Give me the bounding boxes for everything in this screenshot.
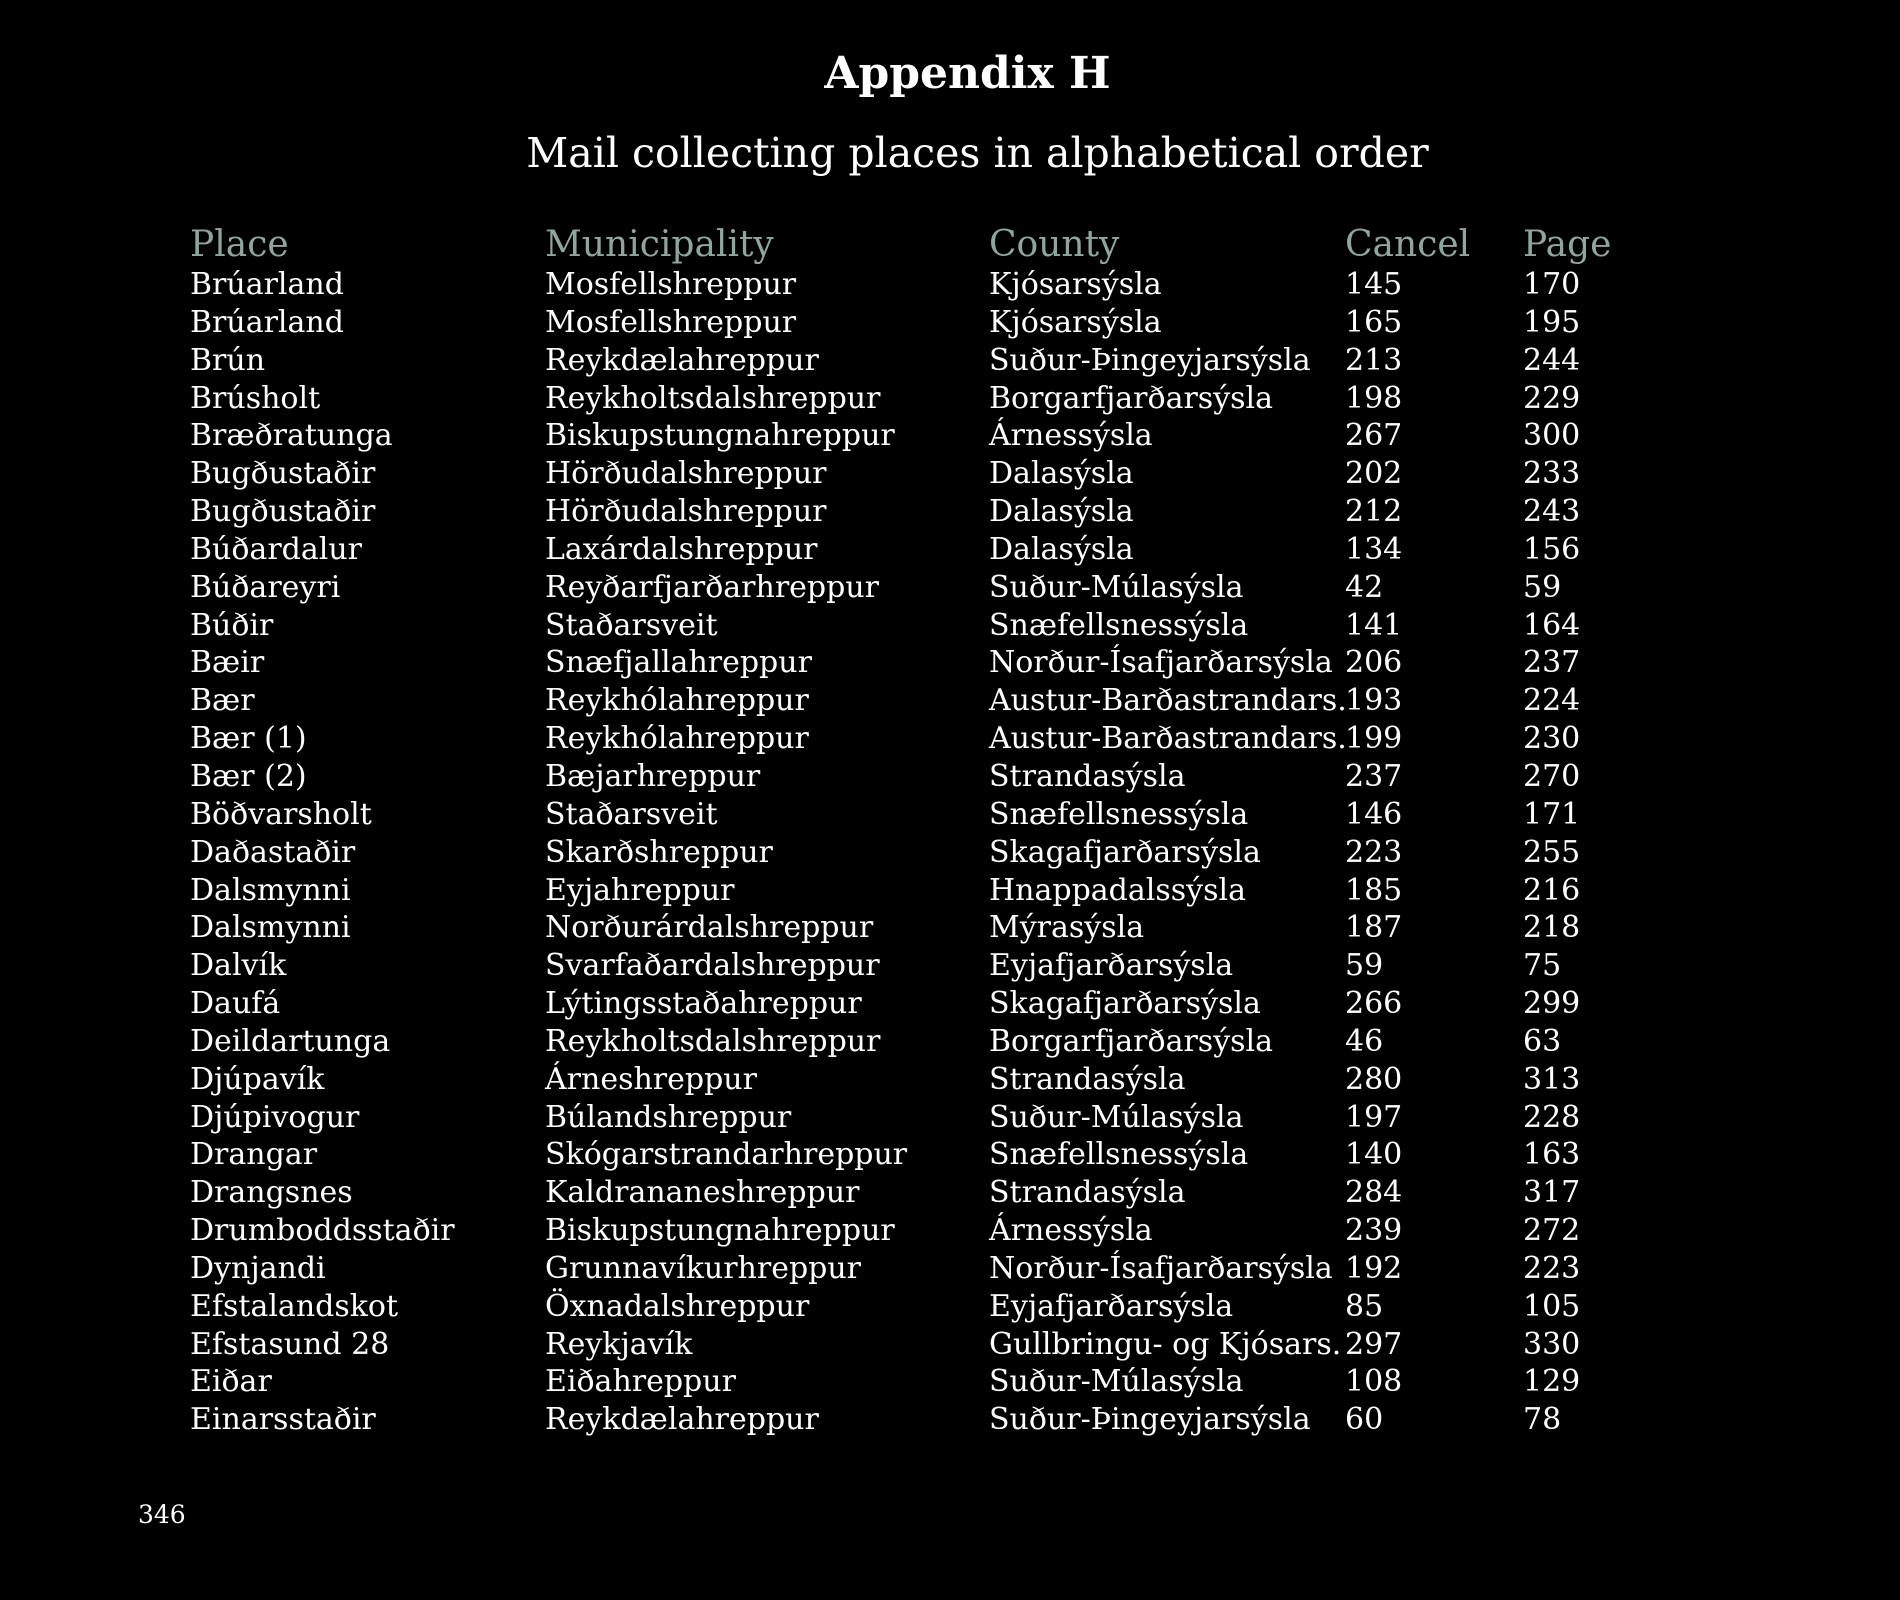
cell-municipality: Biskupstungnahreppur — [545, 418, 895, 454]
cell-county: Suður-Þingeyjarsýsla — [989, 342, 1311, 378]
cell-place: Drangar — [190, 1137, 318, 1173]
cell-county: Suður-Múlasýsla — [989, 1099, 1244, 1135]
places-table — [190, 222, 1690, 1439]
cell-page: 163 — [1523, 1137, 1581, 1173]
table-row — [190, 1212, 1690, 1250]
cell-municipality: Staðarsveit — [545, 607, 718, 643]
cell-cancel: 199 — [1345, 721, 1403, 757]
cell-page: 129 — [1523, 1364, 1581, 1400]
table-row — [190, 1174, 1690, 1212]
cell-cancel: 134 — [1345, 531, 1403, 567]
table-row — [190, 1363, 1690, 1401]
page-subtitle: Mail collecting places in alphabetical order — [526, 129, 1429, 177]
cell-municipality: Reykholtsdalshreppur — [545, 380, 881, 416]
table-row — [190, 342, 1690, 380]
cell-place: Bugðustaðir — [190, 456, 376, 492]
table-row — [190, 872, 1690, 910]
cell-municipality: Hörðudalshreppur — [545, 456, 827, 492]
cell-place: Brúsholt — [190, 380, 321, 416]
cell-municipality: Mosfellshreppur — [545, 304, 797, 340]
cell-page: 244 — [1523, 342, 1581, 378]
cell-cancel: 85 — [1345, 1288, 1384, 1324]
cell-county: Austur-Barðastrandars. — [989, 683, 1347, 719]
cell-page: 195 — [1523, 304, 1581, 340]
cell-cancel: 206 — [1345, 645, 1403, 681]
table-row — [190, 569, 1690, 607]
cell-cancel: 185 — [1345, 872, 1403, 908]
cell-page: 330 — [1523, 1326, 1581, 1362]
cell-county: Eyjafjarðarsýsla — [989, 948, 1234, 984]
cell-county: Austur-Barðastrandars. — [989, 721, 1347, 757]
cell-cancel: 145 — [1345, 267, 1403, 302]
table-row — [190, 304, 1690, 342]
cell-cancel: 108 — [1345, 1364, 1403, 1400]
cell-place: Eiðar — [190, 1364, 272, 1400]
cell-page: 299 — [1523, 986, 1581, 1022]
cell-municipality: Reykjavík — [545, 1326, 693, 1362]
table-row — [190, 455, 1690, 493]
table-row — [190, 644, 1690, 682]
cell-municipality: Reyðarfjarðarhreppur — [545, 569, 879, 605]
cell-place: Böðvarsholt — [190, 796, 372, 832]
cell-cancel: 146 — [1345, 796, 1403, 832]
cell-page: 218 — [1523, 910, 1581, 946]
cell-place: Dalvík — [190, 948, 287, 984]
table-row — [190, 1136, 1690, 1174]
column-header-page: Page — [1523, 224, 1612, 265]
cell-municipality: Reykhólahreppur — [545, 683, 809, 719]
cell-cancel: 223 — [1345, 834, 1403, 870]
cell-municipality: Norðurárdalshreppur — [545, 910, 874, 946]
cell-county: Suður-Þingeyjarsýsla — [989, 1402, 1311, 1438]
table-row — [190, 758, 1690, 796]
table-row — [190, 417, 1690, 455]
table-row — [190, 531, 1690, 569]
cell-page: 233 — [1523, 456, 1581, 492]
cell-page: 272 — [1523, 1213, 1581, 1249]
table-row — [190, 1288, 1690, 1326]
table-row — [190, 266, 1690, 304]
cell-municipality: Svarfaðardalshreppur — [545, 948, 880, 984]
cell-municipality: Búlandshreppur — [545, 1099, 792, 1135]
cell-place: Djúpivogur — [190, 1099, 360, 1135]
cell-place: Dalsmynni — [190, 910, 351, 946]
cell-place: Daufá — [190, 986, 281, 1022]
cell-cancel: 59 — [1345, 948, 1384, 984]
cell-county: Árnessýsla — [989, 1213, 1153, 1249]
cell-place: Bugðustaðir — [190, 494, 376, 530]
cell-page: 59 — [1523, 569, 1562, 605]
cell-cancel: 284 — [1345, 1175, 1403, 1211]
column-header-county: County — [989, 224, 1120, 265]
page-title: Appendix H — [824, 48, 1111, 99]
cell-county: Árnessýsla — [989, 418, 1153, 454]
cell-municipality: Biskupstungnahreppur — [545, 1213, 895, 1249]
cell-municipality: Snæfjallahreppur — [545, 645, 812, 681]
cell-county: Borgarfjarðarsýsla — [989, 380, 1274, 416]
cell-page: 313 — [1523, 1061, 1581, 1097]
cell-place: Bær (2) — [190, 758, 307, 794]
cell-county: Mýrasýsla — [989, 910, 1145, 946]
cell-county: Skagafjarðarsýsla — [989, 986, 1261, 1022]
cell-municipality: Laxárdalshreppur — [545, 531, 818, 567]
cell-place: Djúpavík — [190, 1061, 325, 1097]
table-row — [190, 909, 1690, 947]
cell-page: 255 — [1523, 834, 1581, 870]
cell-municipality: Lýtingsstaðahreppur — [545, 986, 862, 1022]
cell-cancel: 267 — [1345, 418, 1403, 454]
cell-cancel: 193 — [1345, 683, 1403, 719]
cell-page: 237 — [1523, 645, 1581, 681]
cell-cancel: 140 — [1345, 1137, 1403, 1173]
cell-cancel: 198 — [1345, 380, 1403, 416]
column-header-cancel: Cancel — [1345, 224, 1471, 265]
table-row — [190, 720, 1690, 758]
cell-place: Brúarland — [190, 304, 344, 340]
cell-place: Bæir — [190, 645, 265, 681]
cell-municipality: Reykholtsdalshreppur — [545, 1023, 881, 1059]
column-header-place: Place — [190, 224, 289, 265]
cell-county: Suður-Múlasýsla — [989, 569, 1244, 605]
cell-county: Kjósarsýsla — [989, 267, 1162, 302]
cell-county: Snæfellsnessýsla — [989, 796, 1249, 832]
cell-municipality: Bæjarhreppur — [545, 758, 761, 794]
table-row — [190, 1023, 1690, 1061]
cell-cancel: 141 — [1345, 607, 1403, 643]
cell-county: Eyjafjarðarsýsla — [989, 1288, 1234, 1324]
cell-place: Brún — [190, 342, 266, 378]
table-row — [190, 380, 1690, 418]
cell-place: Deildartunga — [190, 1023, 391, 1059]
cell-page: 300 — [1523, 418, 1581, 454]
cell-county: Strandasýsla — [989, 758, 1186, 794]
cell-county: Kjósarsýsla — [989, 304, 1162, 340]
cell-cancel: 46 — [1345, 1023, 1384, 1059]
cell-municipality: Kaldrananeshreppur — [545, 1175, 860, 1211]
column-header-municipality: Municipality — [545, 224, 774, 265]
cell-page: 224 — [1523, 683, 1581, 719]
cell-place: Efstalandskot — [190, 1288, 399, 1324]
cell-place: Dalsmynni — [190, 872, 351, 908]
cell-municipality: Árneshreppur — [545, 1061, 757, 1097]
table-row — [190, 493, 1690, 531]
cell-cancel: 192 — [1345, 1250, 1403, 1286]
table-body — [190, 266, 1690, 1439]
cell-page: 229 — [1523, 380, 1581, 416]
cell-page: 228 — [1523, 1099, 1581, 1135]
cell-place: Dynjandi — [190, 1250, 326, 1286]
table-row — [190, 796, 1690, 834]
cell-cancel: 239 — [1345, 1213, 1403, 1249]
table-row — [190, 947, 1690, 985]
cell-county: Suður-Múlasýsla — [989, 1364, 1244, 1400]
cell-place: Búðareyri — [190, 569, 341, 605]
cell-municipality: Skarðshreppur — [545, 834, 773, 870]
cell-page: 317 — [1523, 1175, 1581, 1211]
cell-page: 78 — [1523, 1402, 1562, 1438]
cell-page: 216 — [1523, 872, 1581, 908]
table-row — [190, 1401, 1690, 1439]
cell-page: 164 — [1523, 607, 1581, 643]
cell-municipality: Reykhólahreppur — [545, 721, 809, 757]
cell-county: Snæfellsnessýsla — [989, 1137, 1249, 1173]
cell-municipality: Öxnadalshreppur — [545, 1288, 810, 1324]
cell-municipality: Eyjahreppur — [545, 872, 735, 908]
cell-place: Brúarland — [190, 267, 344, 302]
cell-municipality: Hörðudalshreppur — [545, 494, 827, 530]
cell-cancel: 266 — [1345, 986, 1403, 1022]
cell-county: Strandasýsla — [989, 1061, 1186, 1097]
cell-page: 105 — [1523, 1288, 1581, 1324]
cell-municipality: Grunnavíkurhreppur — [545, 1250, 862, 1286]
cell-page: 171 — [1523, 796, 1581, 832]
cell-cancel: 60 — [1345, 1402, 1384, 1438]
cell-place: Bræðratunga — [190, 418, 393, 454]
cell-page: 270 — [1523, 758, 1581, 794]
table-row — [190, 1099, 1690, 1137]
cell-cancel: 197 — [1345, 1099, 1403, 1135]
cell-county: Hnappadalssýsla — [989, 872, 1246, 908]
cell-municipality: Eiðahreppur — [545, 1364, 736, 1400]
cell-place: Bær — [190, 683, 255, 719]
cell-municipality: Reykdælahreppur — [545, 342, 819, 378]
cell-cancel: 187 — [1345, 910, 1403, 946]
table-row — [190, 607, 1690, 645]
cell-county: Norður-Ísafjarðarsýsla — [989, 645, 1333, 681]
table-row — [190, 985, 1690, 1023]
cell-cancel: 165 — [1345, 304, 1403, 340]
cell-place: Búðir — [190, 607, 274, 643]
page-number: 346 — [138, 1500, 186, 1529]
cell-cancel: 213 — [1345, 342, 1403, 378]
table-header-row — [190, 222, 1690, 266]
cell-municipality: Reykdælahreppur — [545, 1402, 819, 1438]
cell-county: Borgarfjarðarsýsla — [989, 1023, 1274, 1059]
cell-place: Daðastaðir — [190, 834, 356, 870]
cell-cancel: 202 — [1345, 456, 1403, 492]
cell-county: Strandasýsla — [989, 1175, 1186, 1211]
cell-county: Dalasýsla — [989, 494, 1134, 530]
cell-page: 75 — [1523, 948, 1562, 984]
cell-cancel: 297 — [1345, 1326, 1403, 1362]
cell-county: Dalasýsla — [989, 456, 1134, 492]
cell-page: 223 — [1523, 1250, 1581, 1286]
cell-municipality: Mosfellshreppur — [545, 267, 797, 302]
table-row — [190, 1326, 1690, 1364]
table-row — [190, 1061, 1690, 1099]
cell-cancel: 237 — [1345, 758, 1403, 794]
cell-page: 230 — [1523, 721, 1581, 757]
table-row — [190, 682, 1690, 720]
table-row — [190, 1250, 1690, 1288]
cell-municipality: Staðarsveit — [545, 796, 718, 832]
cell-place: Drumboddsstaðir — [190, 1213, 455, 1249]
cell-county: Dalasýsla — [989, 531, 1134, 567]
cell-county: Norður-Ísafjarðarsýsla — [989, 1250, 1333, 1286]
cell-place: Drangsnes — [190, 1175, 353, 1211]
cell-place: Efstasund 28 — [190, 1326, 390, 1362]
cell-page: 63 — [1523, 1023, 1562, 1059]
table-row — [190, 834, 1690, 872]
cell-cancel: 212 — [1345, 494, 1403, 530]
cell-place: Búðardalur — [190, 531, 363, 567]
cell-county: Snæfellsnessýsla — [989, 607, 1249, 643]
cell-county: Skagafjarðarsýsla — [989, 834, 1261, 870]
cell-place: Bær (1) — [190, 721, 307, 757]
cell-page: 170 — [1523, 267, 1581, 302]
cell-page: 243 — [1523, 494, 1581, 530]
cell-municipality: Skógarstrandarhreppur — [545, 1137, 908, 1173]
cell-cancel: 42 — [1345, 569, 1384, 605]
cell-county: Gullbringu- og Kjósars. — [989, 1326, 1342, 1362]
cell-cancel: 280 — [1345, 1061, 1403, 1097]
cell-page: 156 — [1523, 531, 1581, 567]
cell-place: Einarsstaðir — [190, 1402, 376, 1438]
